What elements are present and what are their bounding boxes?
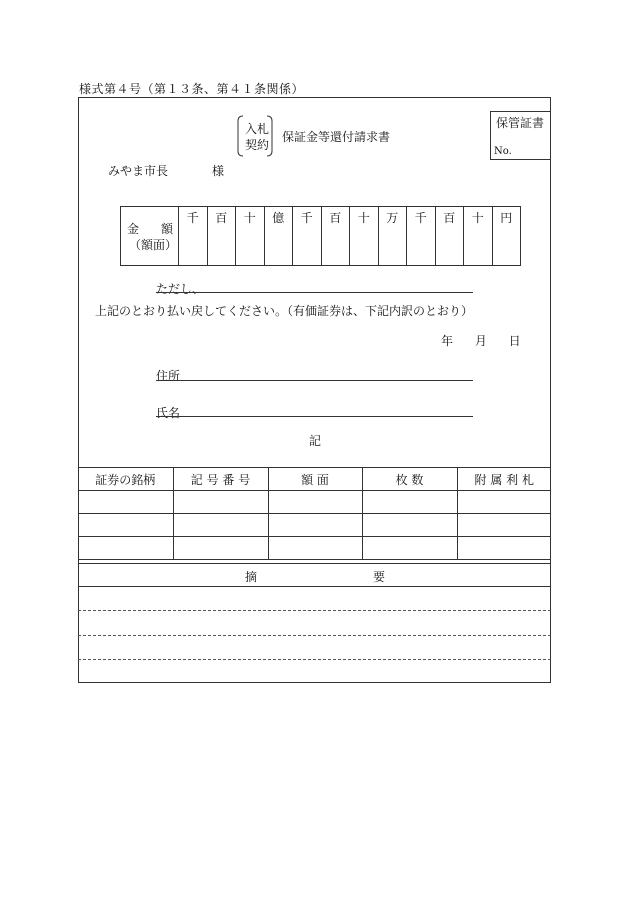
recipient: みやま市長 (108, 164, 169, 178)
col-header: 枚 数 (362, 468, 457, 491)
digit-cell[interactable]: 万 (378, 207, 407, 266)
bracket-group (235, 115, 275, 157)
col-header: 額 面 (268, 468, 362, 491)
digit-cell[interactable]: 十 (350, 207, 379, 266)
address-label: 住所 (156, 369, 181, 383)
request-notice: 上記のとおり払い戻してください。（有価証券は、下記内訳のとおり） (95, 304, 474, 318)
remarks-line[interactable] (78, 635, 551, 636)
bracket-word-nyusatsu: 入札 (245, 122, 270, 136)
form-frame (78, 97, 551, 683)
certificate-no-label: No. (494, 146, 512, 157)
remarks-label-teki: 摘 (245, 570, 258, 584)
honorific: 様 (212, 164, 225, 178)
tadashi-line[interactable] (156, 292, 473, 293)
digit-cell[interactable]: 円 (492, 207, 521, 266)
digit-cell[interactable]: 百 (321, 207, 350, 266)
bracket-word-keiyaku: 契約 (245, 138, 270, 152)
table-header-row (78, 468, 551, 491)
table-cell[interactable] (362, 537, 457, 560)
tadashi-label: ただし、 (156, 282, 205, 296)
remarks-label-you: 要 (373, 570, 386, 584)
table-cell[interactable] (457, 537, 551, 560)
ki-label: 記 (309, 434, 322, 448)
securities-table (78, 467, 551, 560)
amount-label-face: （額面） (129, 238, 178, 252)
table-cell[interactable] (362, 514, 457, 537)
digit-cell[interactable]: 十 (464, 207, 493, 266)
certificate-title: 保管証書 (496, 116, 545, 130)
table-cell[interactable] (268, 491, 362, 514)
table-cell[interactable] (78, 491, 173, 514)
document-title: 保証金等還付請求書 (282, 130, 391, 144)
table-cell[interactable] (362, 491, 457, 514)
col-header: 証券の銘柄 (78, 468, 173, 491)
digit-cell[interactable]: 百 (207, 207, 236, 266)
digit-cell[interactable]: 千 (293, 207, 322, 266)
digit-cell[interactable]: 千 (407, 207, 436, 266)
table-row (78, 514, 551, 537)
table-cell[interactable] (173, 537, 268, 560)
table-cell[interactable] (457, 491, 551, 514)
address-line[interactable] (156, 380, 473, 381)
table-row (78, 491, 551, 514)
col-header: 附 属 利 札 (457, 468, 551, 491)
remarks-line[interactable] (78, 659, 551, 660)
name-label: 氏名 (156, 406, 181, 420)
table-cell[interactable] (268, 537, 362, 560)
col-header: 記 号 番 号 (173, 468, 268, 491)
digit-cell[interactable]: 億 (264, 207, 293, 266)
table-cell[interactable] (173, 514, 268, 537)
amount-table (120, 206, 521, 266)
remarks-header (78, 563, 551, 587)
table-cell[interactable] (78, 537, 173, 560)
remarks-line[interactable] (78, 610, 551, 611)
table-cell[interactable] (173, 491, 268, 514)
table-cell[interactable] (268, 514, 362, 537)
digit-cell[interactable]: 十 (236, 207, 265, 266)
table-cell[interactable] (78, 514, 173, 537)
table-row (78, 537, 551, 560)
amount-label-gaku: 額 (160, 222, 173, 236)
form-number-label: 様式第４号（第１３条、第４１条関係） (79, 82, 305, 96)
table-cell[interactable] (457, 514, 551, 537)
digit-cell[interactable]: 千 (179, 207, 208, 266)
amount-label-cell (121, 207, 179, 266)
date-field[interactable]: 年 月 日 (441, 334, 521, 348)
name-line[interactable] (156, 416, 473, 417)
digit-cell[interactable]: 百 (435, 207, 464, 266)
amount-label-kin: 金 (127, 222, 140, 236)
